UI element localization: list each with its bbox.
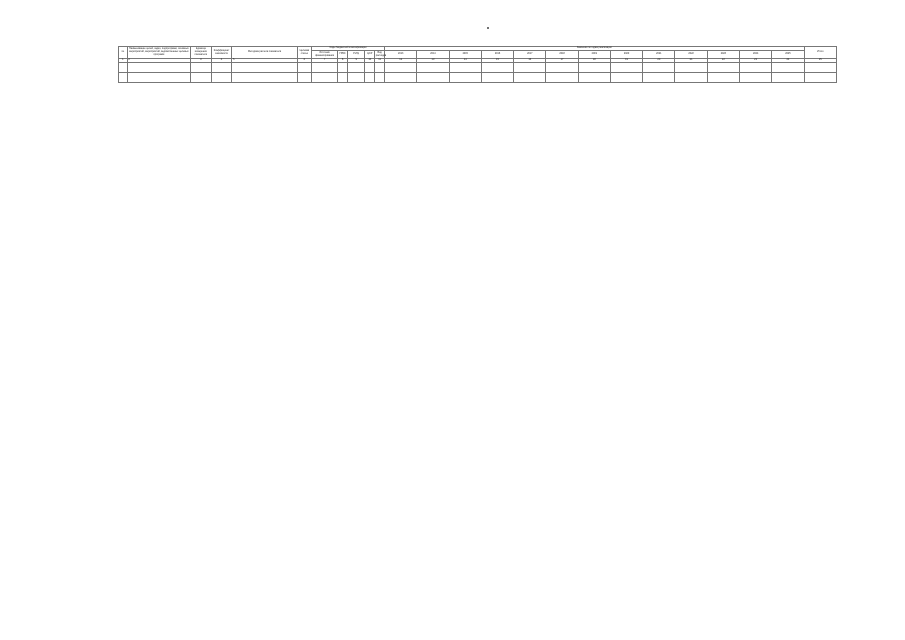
row-coef: [211, 62, 232, 72]
row-vr: 11: [375, 59, 385, 63]
row-year-value: [417, 72, 449, 82]
row-year-value: [772, 62, 804, 72]
table-row: [119, 62, 837, 72]
header-unit: Единица измерения показателя: [190, 47, 211, 59]
row-coef: 4: [211, 59, 232, 63]
header-coef: Коэффициент значимости: [211, 47, 232, 59]
page-dot: [487, 27, 489, 29]
row-num: [119, 62, 128, 72]
header-years-group: Значения по годам реализации: [385, 47, 805, 51]
row-year-value: [481, 62, 513, 72]
row-total: [804, 72, 836, 82]
row-source: 7: [311, 59, 337, 63]
header-year: 2017: [514, 51, 546, 59]
row-year-value: [707, 72, 739, 82]
row-year-value: 20: [643, 59, 675, 63]
row-unit: [190, 62, 211, 72]
row-year-value: [481, 72, 513, 82]
row-year-value: [578, 62, 610, 72]
row-year-value: 14: [449, 59, 481, 63]
row-year-value: [578, 72, 610, 82]
row-rz: [347, 72, 364, 82]
row-year-value: 13: [417, 59, 449, 63]
header-year: 2021: [643, 51, 675, 59]
row-year-value: [449, 62, 481, 72]
header-budget-group: Коды бюджетной классификации: [311, 47, 384, 51]
table-body: [119, 59, 837, 83]
row-csr: 10: [365, 59, 375, 63]
header-grbs: ГРБС: [338, 51, 348, 59]
row-year-value: [772, 72, 804, 82]
row-year-value: [643, 62, 675, 72]
row-code: [297, 62, 311, 72]
row-source: [311, 62, 337, 72]
header-vr: Вид расходов: [375, 50, 387, 57]
header-name: Наименование целей, задач, подпрограмм, основных мероприятий, мероприятий, ведомственных целевых программ: [127, 47, 190, 59]
header-code: Целевая статья: [297, 47, 311, 59]
header-year: 2013: [385, 51, 417, 59]
row-grbs: 8: [338, 59, 348, 63]
row-year-value: [449, 72, 481, 82]
header-year: 2023: [707, 51, 739, 59]
row-vr: [375, 72, 385, 82]
row-unit: [190, 72, 211, 82]
row-year-value: 19: [610, 59, 642, 63]
row-year-value: [385, 72, 417, 82]
row-year-value: [417, 62, 449, 72]
row-year-value: [675, 72, 707, 82]
row-code: 6: [297, 59, 311, 63]
row-name: [127, 72, 190, 82]
header-csr: ЦСР: [365, 51, 375, 59]
header-year: 2024: [739, 51, 771, 59]
row-num: [119, 72, 128, 82]
row-rz: [347, 62, 364, 72]
header-num: №: [119, 47, 128, 59]
row-year-value: [546, 72, 578, 82]
header-year: 2019: [578, 51, 610, 59]
row-name: 2: [127, 59, 190, 63]
row-code: [297, 72, 311, 82]
header-source: Источник финансирования: [311, 51, 337, 59]
table-row: [119, 72, 837, 82]
row-grbs: [338, 72, 348, 82]
row-name: [127, 62, 190, 72]
row-num: 1: [119, 59, 128, 63]
row-unit: 3: [190, 59, 211, 63]
header-total: Итого: [804, 47, 836, 59]
row-coef: [211, 72, 232, 82]
program-table: [118, 46, 837, 83]
row-year-value: 24: [772, 59, 804, 63]
row-year-value: [675, 62, 707, 72]
header-rz: РзПр: [347, 51, 364, 59]
header-method: Методика расчета показателя: [232, 47, 297, 59]
row-vr: [375, 62, 385, 72]
row-year-value: 22: [707, 59, 739, 63]
row-method: 5: [232, 59, 297, 63]
row-year-value: [739, 72, 771, 82]
row-year-value: 18: [578, 59, 610, 63]
header-year: 2020: [610, 51, 642, 59]
row-year-value: [643, 72, 675, 82]
row-year-value: [385, 62, 417, 72]
row-year-value: [610, 62, 642, 72]
row-year-value: [610, 72, 642, 82]
row-total: 25: [804, 59, 836, 63]
header-year: 2014: [417, 51, 449, 59]
row-method: [232, 72, 297, 82]
row-year-value: [739, 62, 771, 72]
header-year: 2018: [546, 51, 578, 59]
header-year: 2016: [481, 51, 513, 59]
row-year-value: 17: [546, 59, 578, 63]
header-year: 2022: [675, 51, 707, 59]
row-total: [804, 62, 836, 72]
row-grbs: [338, 62, 348, 72]
row-year-value: [514, 72, 546, 82]
row-source: [311, 72, 337, 82]
row-rz: 9: [347, 59, 364, 63]
row-year-value: 16: [514, 59, 546, 63]
header-year: 2025: [772, 51, 804, 59]
row-year-value: [514, 62, 546, 72]
row-year-value: [707, 62, 739, 72]
row-csr: [365, 72, 375, 82]
row-csr: [365, 62, 375, 72]
row-method: [232, 62, 297, 72]
header-year: 2015: [449, 51, 481, 59]
row-year-value: 15: [481, 59, 513, 63]
row-year-value: [546, 62, 578, 72]
row-year-value: 21: [675, 59, 707, 63]
row-year-value: 12: [385, 59, 417, 63]
row-year-value: 23: [739, 59, 771, 63]
